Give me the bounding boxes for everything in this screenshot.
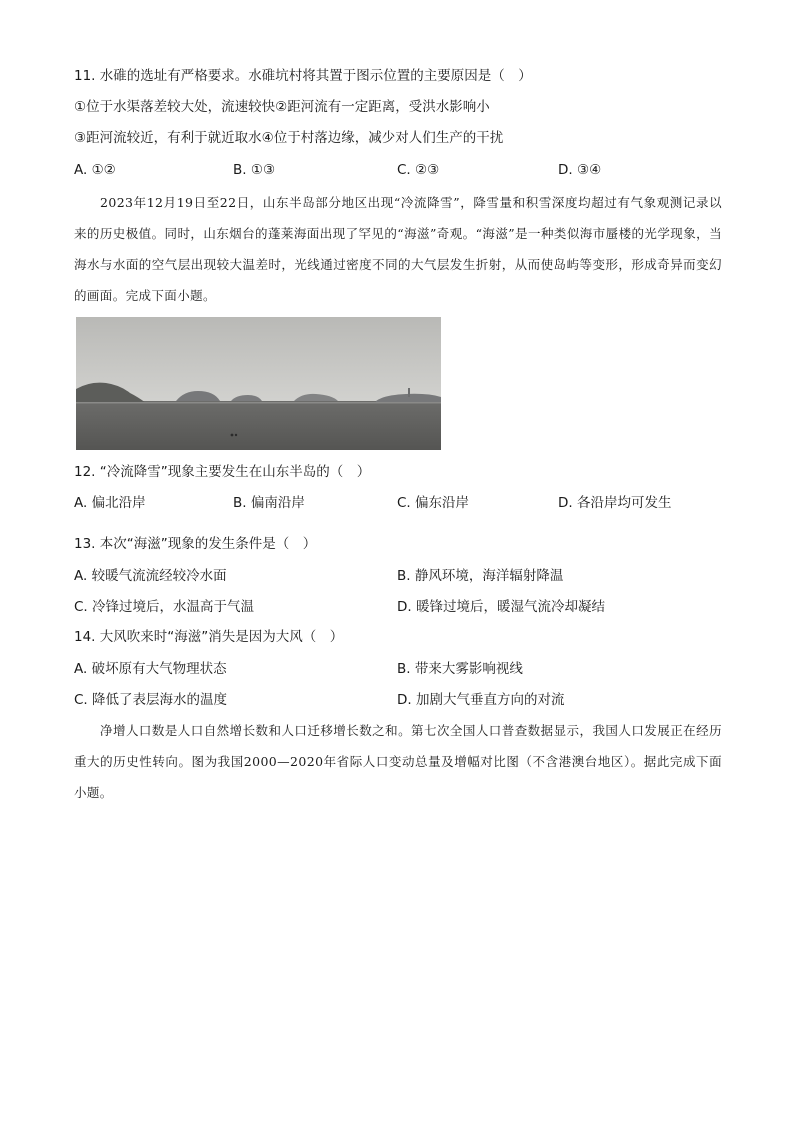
q13-option-a: A. 较暖气流流经较冷水面 <box>74 568 227 584</box>
q12-option-a: A. 偏北沿岸 <box>74 495 146 511</box>
q11-statements-1: ①位于水渠落差较大处，流速较快②距河流有一定距离，受洪水影响小 <box>74 99 490 115</box>
intro-paragraph-2-text: 净增人口数是人口自然增长数和人口迁移增长数之和。第七次全国人口普查数据显示，我国人口发展正在经历重大的历史性转向。图为我国2000—2020年省际人口变动总量及增幅对比图（不含港澳台地区）。据此完成下面小题。 <box>74 723 722 800</box>
intro-paragraph-2 <box>74 715 722 808</box>
haizi-photo-drawing <box>76 317 441 450</box>
q12-option-b: B. 偏南沿岸 <box>233 495 305 511</box>
q14-option-b: B. 带来大雾影响视线 <box>397 661 523 677</box>
haizi-photo <box>76 317 441 450</box>
q12-option-c: C. 偏东沿岸 <box>397 495 470 511</box>
q14-option-a: A. 破坏原有大气物理状态 <box>74 661 227 677</box>
q11-option-b: B. ①③ <box>233 162 276 178</box>
q11-option-c: C. ②③ <box>397 162 440 178</box>
intro-paragraph-1 <box>74 187 722 311</box>
q11-statements-2: ③距河流较近，有利于就近取水④位于村落边缘，减少对人们生产的干扰 <box>74 130 504 146</box>
q14-option-d: D. 加剧大气垂直方向的对流 <box>397 692 565 708</box>
q13-option-d: D. 暖锋过境后，暖湿气流冷却凝结 <box>397 599 605 615</box>
q12-stem: 12. “冷流降雪”现象主要发生在山东半岛的（ ） <box>74 464 371 480</box>
q13-stem: 13. 本次“海滋”现象的发生条件是（ ） <box>74 536 317 552</box>
q11-option-d: D. ③④ <box>558 162 602 178</box>
q14-option-c: C. 降低了表层海水的温度 <box>74 692 228 708</box>
q12-option-d: D. 各沿岸均可发生 <box>558 495 672 511</box>
q11-stem: 11. 水碓的选址有严格要求。水碓坑村将其置于图示位置的主要原因是（ ） <box>74 68 532 84</box>
q11-option-a: A. ①② <box>74 162 116 178</box>
q13-option-c: C. 冷锋过境后，水温高于气温 <box>74 599 255 615</box>
q13-option-b: B. 静风环境，海洋辐射降温 <box>397 568 564 584</box>
intro-paragraph-1-text: 2023年12月19日至22日，山东半岛部分地区出现“冷流降雪”，降雪量和积雪深度均超过有气象观测记录以来的历史极值。同时，山东烟台的蓬莱海面出现了罕见的“海滋”奇观。“海滋”是一种类似海市蜃楼的光学现象，当海水与水面的空气层出现较大温差时，光线通过密度不同的大气层发生折射，从而使岛屿等变形，形成奇异而变幻的画面。完成下面小题。 <box>74 195 722 303</box>
q14-stem: 14. 大风吹来时“海滋”消失是因为大风（ ） <box>74 629 344 645</box>
